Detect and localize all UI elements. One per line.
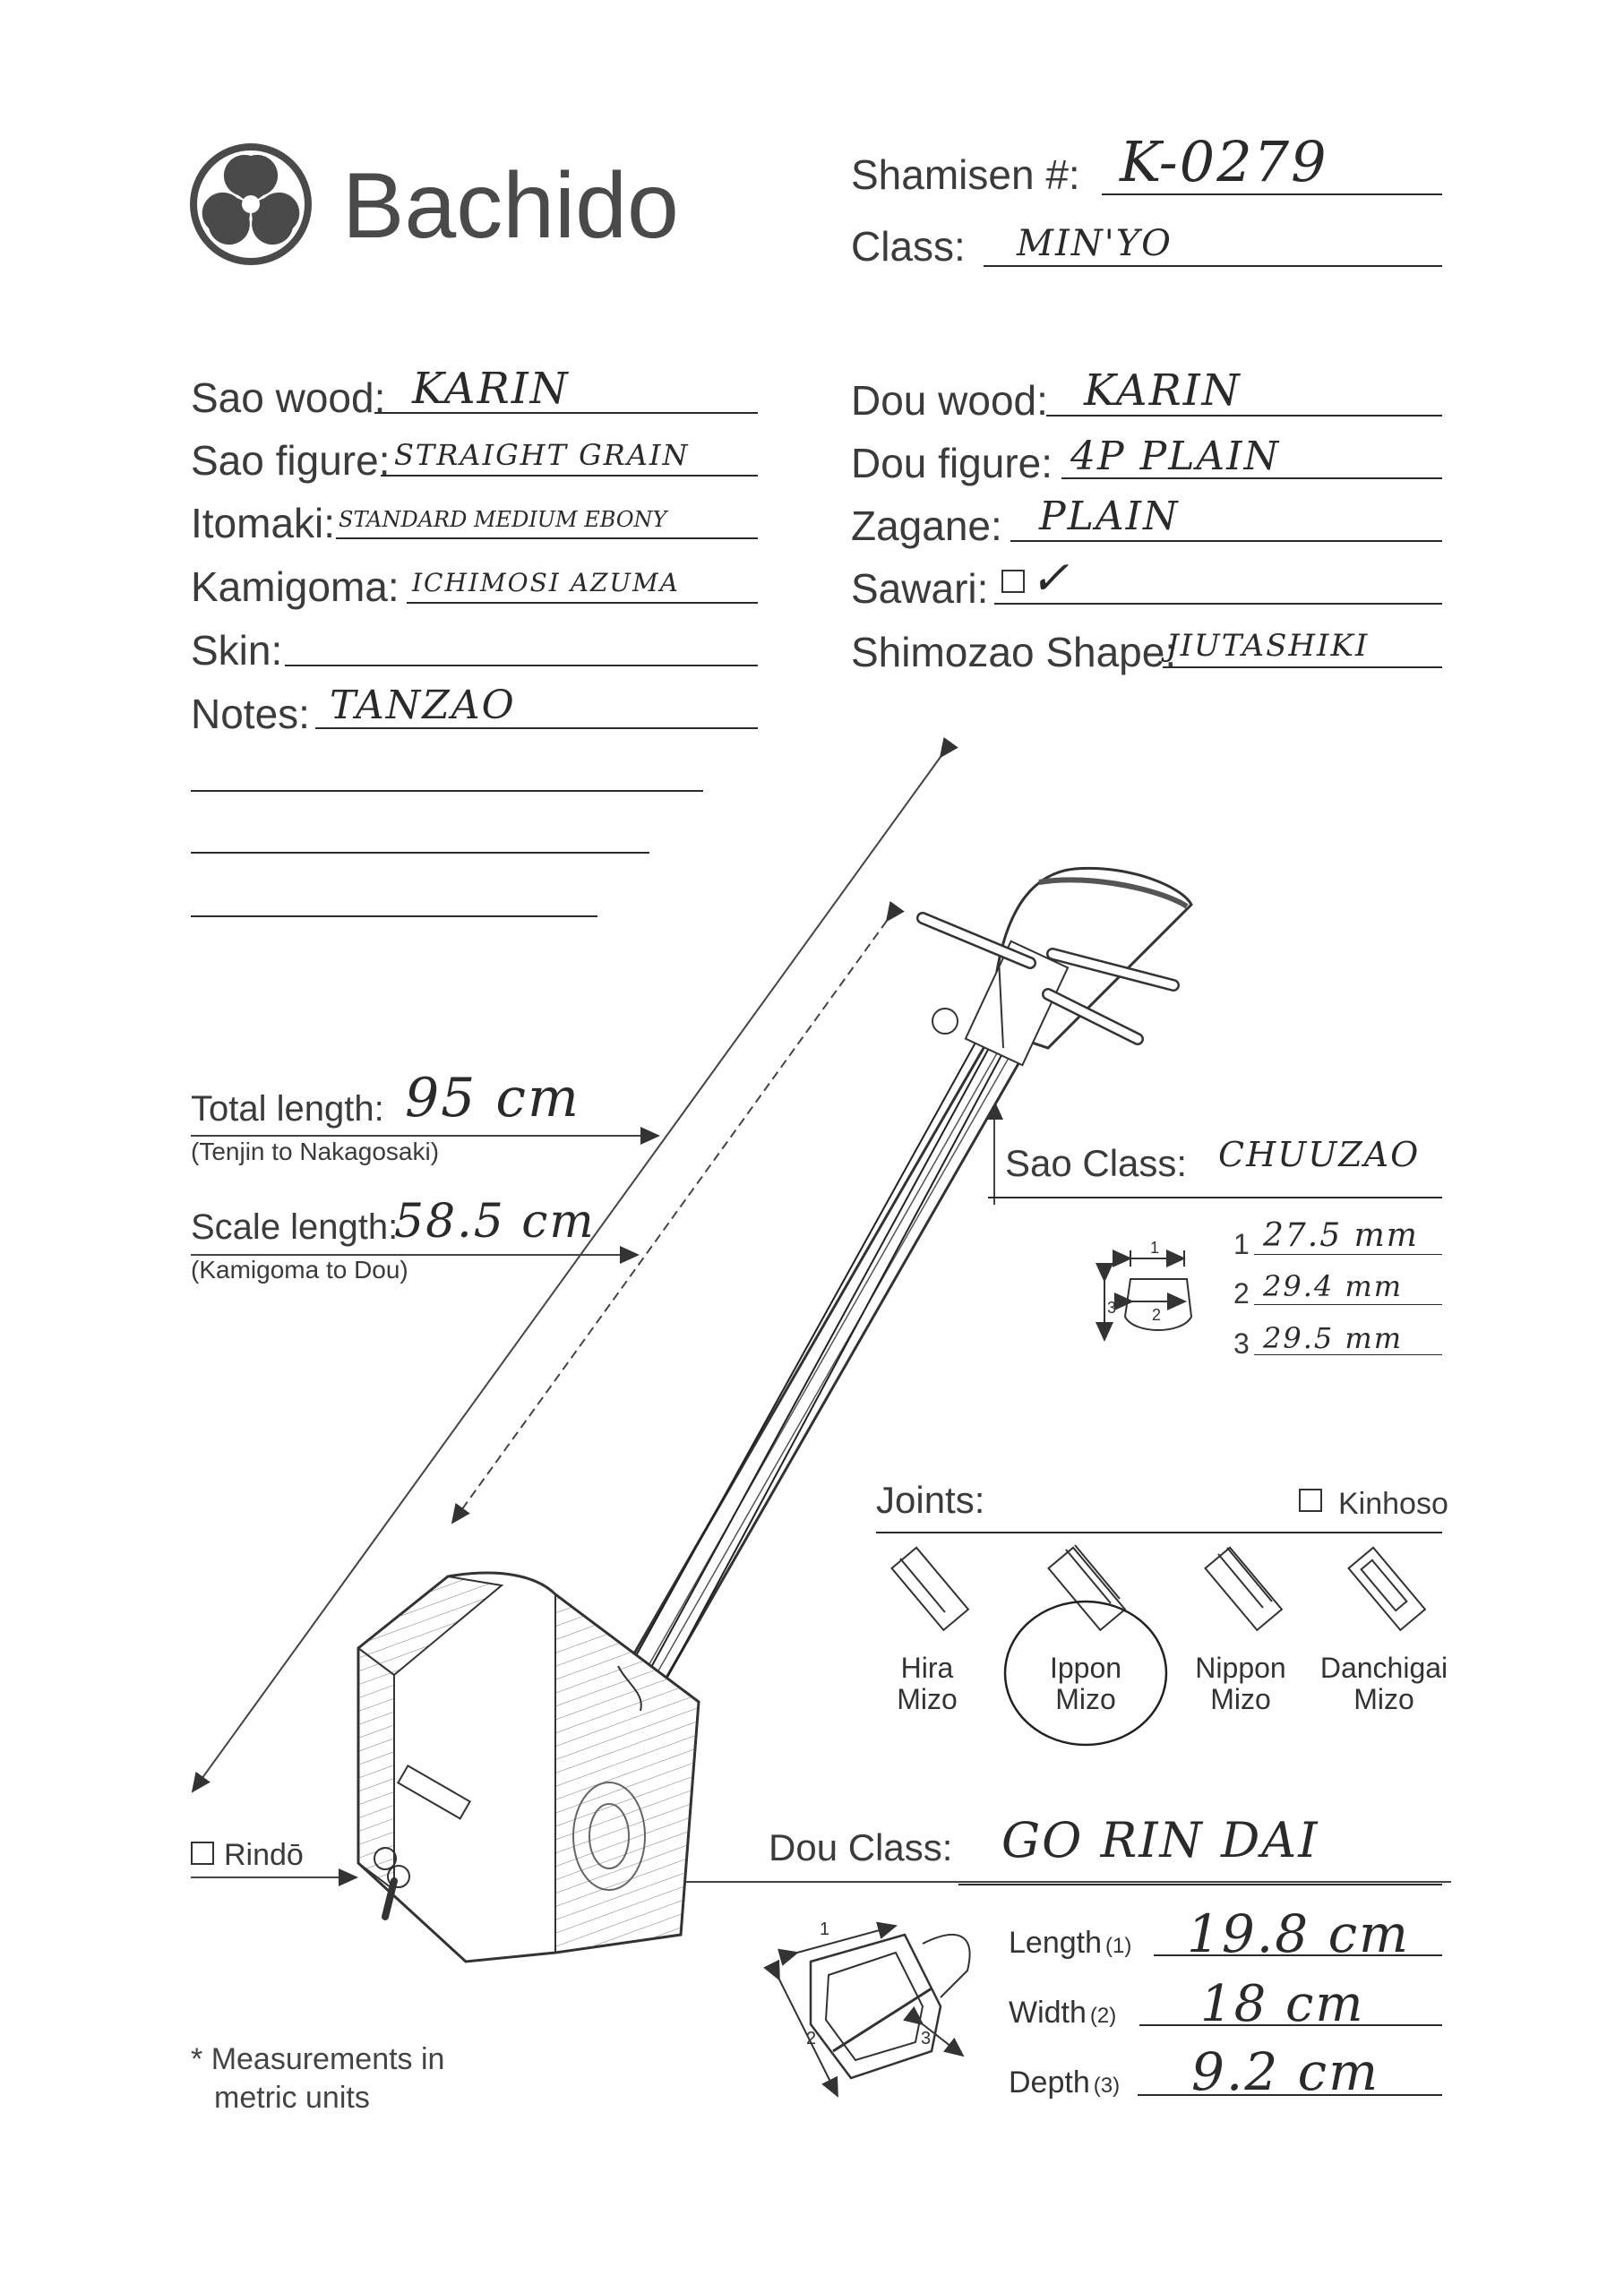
sao-icon-num-1: 1 [1150,1239,1160,1257]
dou-class-line [958,1884,1442,1885]
sawari-check-mark-icon: ✓ [1030,552,1071,605]
sao-cross-section-icon [1104,1250,1191,1340]
joint-option-line2: Mizo [1210,1683,1271,1716]
kamigoma-label: Kamigoma: [191,563,400,610]
sao-icon-num-2: 2 [1152,1306,1162,1324]
joint-option-line2: Mizo [897,1683,958,1716]
shamisen-number-value: K-0279 [1120,129,1328,194]
joint-option-hira-mizo[interactable] [864,1653,990,1715]
class-label: Class: [851,223,966,270]
kamigoma-value: ICHIMOSI AZUMA [412,568,680,597]
sao-icon-num-3: 3 [1107,1299,1117,1317]
notes-line-2 [191,790,703,792]
joint-option-line1: Hira [900,1652,954,1684]
dou-wood-value: KARIN [1084,365,1242,416]
joint-option-danchigai-mizo[interactable] [1303,1653,1465,1715]
notes-value: TANZAO [330,683,516,728]
dou-length-text: Length [1009,1926,1102,1960]
sawari-label: Sawari: [851,565,989,612]
dou-class-label: Dou Class: [769,1826,953,1868]
footnote [191,2040,444,2117]
notes-line-4 [191,915,597,917]
skin-label: Skin: [191,627,283,674]
total-length-sub: (Tenjin to Nakagosaki) [191,1138,440,1165]
kinhoso-label: Kinhoso [1338,1487,1448,1521]
dou-wood-label: Dou wood: [851,377,1048,424]
sao-wood-value: KARIN [412,364,570,414]
footnote-star: * [191,2042,203,2076]
scale-length-value: 58.5 cm [394,1195,596,1249]
dou-length-num: (1) [1105,1934,1132,1958]
notes-label: Notes: [191,691,310,737]
sao-figure-value: STRAIGHT GRAIN [394,438,690,472]
joints-label: Joints: [876,1479,985,1521]
itomaki-label: Itomaki: [191,500,336,546]
notes-line-3 [191,852,649,854]
joint-option-line2: Mizo [1055,1683,1116,1716]
class-value: MIN'YO [1017,223,1173,264]
zagane-value: PLAIN [1039,494,1180,539]
dou-length-label [1009,1926,1131,1961]
sao-dim-value-2: 29.4 mm [1263,1269,1404,1303]
sawari-checkbox[interactable] [1001,570,1025,593]
tenjin-head [923,868,1191,1065]
joint-icons [891,1545,1424,1630]
sao-dim-num-3: 3 [1233,1327,1250,1360]
sao-dim-value-1: 27.5 mm [1263,1217,1419,1254]
sao-dim-num-2: 2 [1233,1277,1250,1310]
sao-dim-num-1: 1 [1233,1228,1250,1260]
joints-line [876,1532,1442,1533]
scale-length-label: Scale length: [191,1207,399,1247]
dou-cross-section-icon [779,1919,970,2096]
sao-wood-label: Sao wood: [191,374,386,421]
dou-width-label [1009,1996,1116,2031]
dou-depth-value: 9.2 cm [1191,2041,1380,2102]
mitsudomoe-icon [193,147,308,262]
itomaki-value: STANDARD MEDIUM EBONY [339,507,667,532]
sao-class-label: Sao Class: [1005,1142,1188,1184]
kinhoso-checkbox[interactable] [1299,1489,1322,1512]
footnote-line2: metric units [214,2080,370,2115]
rindo-checkbox[interactable] [191,1842,214,1865]
zagane-label: Zagane: [851,502,1002,549]
dou-length-value: 19.8 cm [1187,1903,1411,1964]
joint-option-line1: Danchigai [1319,1652,1448,1684]
total-length-value: 95 cm [405,1067,580,1129]
sao-class-line [988,1197,1442,1198]
brand-name: Bachido [342,154,679,258]
dou-class-value: GO RIN DAI [1001,1812,1319,1868]
dou-figure-label: Dou figure: [851,440,1053,486]
sao-figure-label: Sao figure: [191,437,391,484]
dou-figure-value: 4P PLAIN [1070,434,1281,479]
joint-option-line1: Nippon [1195,1652,1286,1684]
svg-text:2: 2 [806,2029,817,2048]
footnote-line1: Measurements in [211,2042,445,2076]
sao-dim-value-3: 29.5 mm [1263,1321,1404,1355]
total-length-label: Total length: [191,1089,384,1129]
svg-text:3: 3 [921,2029,932,2048]
shimozao-shape-label: Shimozao Shape: [851,629,1177,675]
dou-depth-num: (3) [1093,2074,1121,2098]
scale-length-sub: (Kamigoma to Dou) [191,1256,408,1284]
svg-text:1: 1 [820,1919,830,1939]
dou-width-text: Width [1009,1996,1087,2030]
dou-width-num: (2) [1089,2004,1117,2028]
joint-option-ippon-mizo[interactable] [1023,1653,1148,1715]
joint-option-line2: Mizo [1353,1683,1414,1716]
rindo-label: Rindō [224,1838,304,1872]
shamisen-number-label: Shamisen #: [851,151,1080,198]
dou-depth-label [1009,2065,1120,2100]
dou-width-value: 18 cm [1200,1975,1365,2033]
shimozao-shape-value: JIUTASHIKI [1166,628,1370,664]
class-line [984,265,1442,267]
sao-class-value: CHUUZAO [1218,1135,1421,1174]
joint-option-line1: Ippon [1049,1652,1122,1684]
joint-option-nippon-mizo[interactable] [1169,1653,1312,1715]
dou-depth-text: Depth [1009,2065,1090,2100]
